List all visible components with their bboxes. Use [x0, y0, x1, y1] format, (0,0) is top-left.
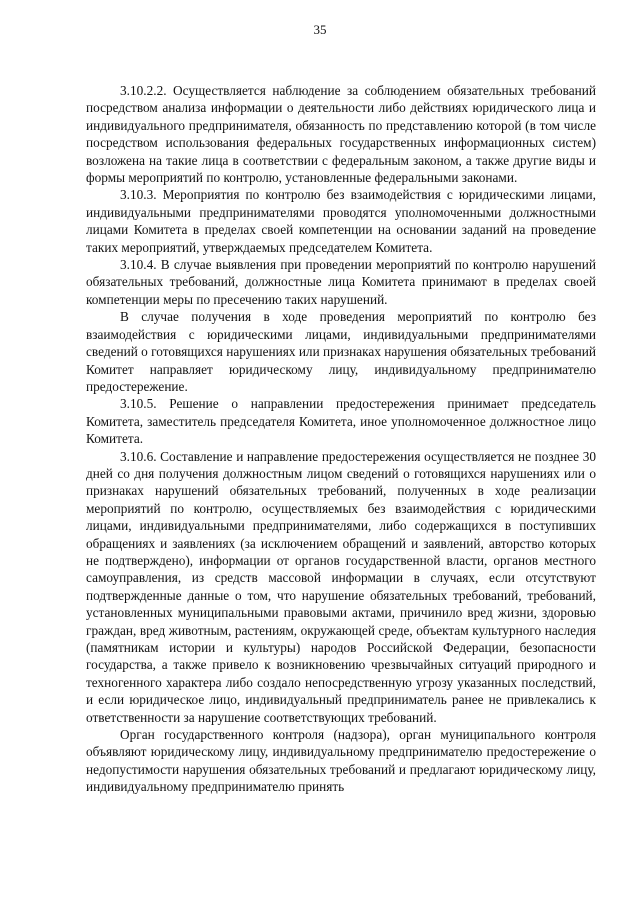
paragraph-authority-warning: Орган государственного контроля (надзора), орган муниципального контроля объявляют юридическому лицу, индивидуальному предпринимателю предостережение о недопустимости нарушения обязательных требований и предлагают юридическому лицу, индивидуальному предпринимателю принять — [86, 727, 596, 795]
paragraph-3-10-3: 3.10.3. Мероприятия по контролю без взаимодействия с юридическими лицами, индивидуальными предпринимателями проводятся уполномоченными должностными лицами Комитета в пределах своей компетенции на основании заданий на проведение таких мероприятий, утверждаемых председателем Комитета. — [86, 187, 596, 255]
paragraph-warning-issuance: В случае получения в ходе проведения мероприятий по контролю без взаимодействия с юридическими лицами, индивидуальными предпринимателями сведений о готовящихся нарушениях или признаках нарушения обязательных требований Комитет направляет юридическому лицу, индивидуальному предпринимателю предостережение. — [86, 309, 596, 394]
paragraph-3-10-5: 3.10.5. Решение о направлении предостережения принимает председатель Комитета, заместитель председателя Комитета, иное уполномоченное должностное лицо Комитета. — [86, 396, 596, 447]
paragraph-3-10-4: 3.10.4. В случае выявления при проведении мероприятий по контролю нарушений обязательных требований, должностные лица Комитета принимают в пределах своей компетенции меры по пресечению таких нарушений. — [86, 257, 596, 307]
page-number: 35 — [313, 22, 327, 37]
document-body — [86, 82, 596, 796]
paragraph-3-10-6: 3.10.6. Составление и направление предостережения осуществляется не позднее 30 дней со дня получения должностным лицом сведений о готовящихся нарушениях или о признаках нарушений обязательных требований, полученных в ходе реализации мероприятий по контролю, осуществляемых без взаимодействия с юридическими лицами, индивидуальными предпринимателями, либо содержащихся в поступивших обращениях и заявлениях (за исключением обращений и заявлений, авторство которых не подтверждено), информации от органов государственной власти, органов местного самоуправления, из средств массовой информации в случаях, если отсутствуют подтвержденные данные о том, что нарушение обязательных требований, требований, установленных муниципальными правовыми актами, причинило вред жизни, здоровью граждан, вред животным, растениям, окружающей среде, объектам культурного наследия (памятникам истории и культуры) народов Российской Федерации, безопасности государства, а также привело к возникновению чрезвычайных ситуаций природного и техногенного характера либо создало непосредственную угрозу указанных последствий, и если юридическое лицо, индивидуальный предприниматель ранее не привлекались к ответственности за нарушение соответствующих требований. — [86, 448, 596, 725]
paragraph-3-10-2-2: 3.10.2.2. Осуществляется наблюдение за соблюдением обязательных требований посредством анализа информации о деятельности либо действиях юридического лица и индивидуального предпринимателя, обязанность по представлению которой (в том числе посредством использования федеральных государственных информационных систем) возложена на такие лица в соответствии с федеральным законом, а также другие виды и формы мероприятий по контролю, установленные федеральными законами. — [86, 83, 596, 186]
